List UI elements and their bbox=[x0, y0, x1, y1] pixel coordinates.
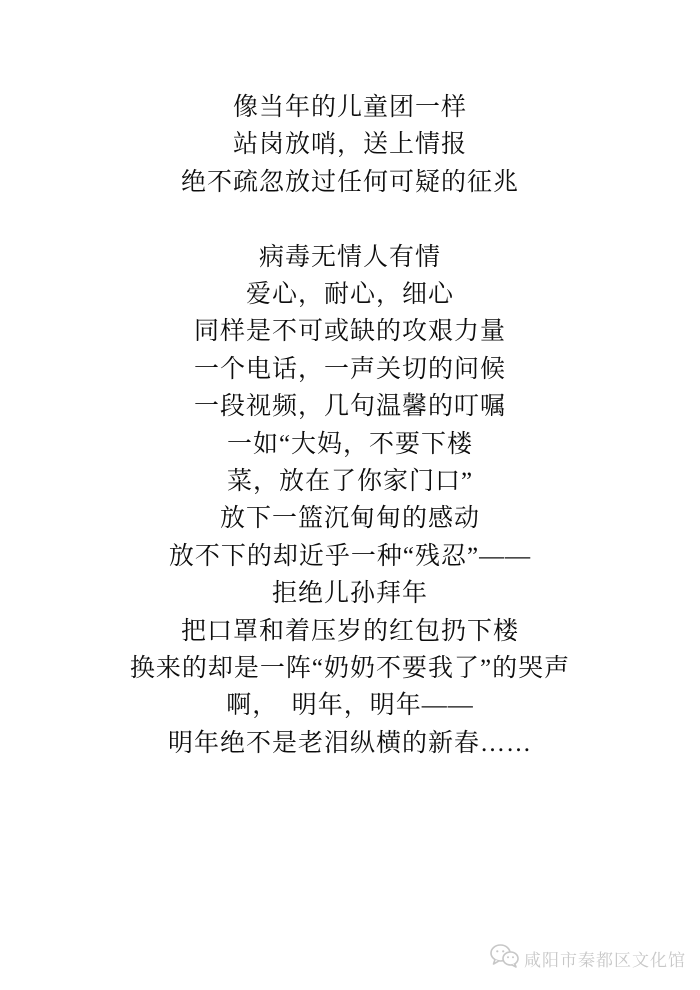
poem-line: 啊， 明年，明年—— bbox=[226, 692, 474, 720]
wechat-icon bbox=[489, 943, 519, 974]
poem-line: 爱心，耐心，细心 bbox=[245, 281, 454, 309]
poem-line: 同样是不可或缺的攻艰力量 bbox=[193, 318, 506, 346]
poem-line: 明年绝不是老泪纵横的新春…… bbox=[167, 729, 532, 757]
poem-line: 换来的却是一阵“奶奶不要我了”的哭声 bbox=[129, 655, 571, 683]
watermark bbox=[489, 943, 686, 974]
poem-line: 站岗放哨，送上情报 bbox=[232, 131, 467, 159]
poem-line: 一如“大妈，不要下楼 bbox=[226, 430, 474, 458]
poem-line: 拒绝儿孙拜年 bbox=[271, 580, 428, 608]
poem-line: 绝不疏忽放过任何可疑的征兆 bbox=[180, 168, 519, 196]
stanza bbox=[0, 239, 700, 763]
poem-line: 病毒无情人有情 bbox=[258, 243, 441, 271]
poem-line: 一个电话，一声关切的问候 bbox=[193, 355, 506, 383]
poem-line: 像当年的儿童团一样 bbox=[232, 94, 467, 121]
poem-line: 菜，放在了你家门口” bbox=[226, 468, 474, 496]
poem-line: 把口罩和着压岁的红包扔下楼 bbox=[180, 617, 519, 645]
stanza bbox=[0, 89, 700, 201]
poem-line: 放下一篮沉甸甸的感动 bbox=[219, 505, 480, 533]
watermark-label: 咸阳市秦都区文化馆 bbox=[524, 951, 686, 970]
poem-line: 一段视频，几句温馨的叮嘱 bbox=[193, 393, 506, 421]
poem-line: 放不下的却近乎一种“残忍”—— bbox=[168, 542, 532, 570]
